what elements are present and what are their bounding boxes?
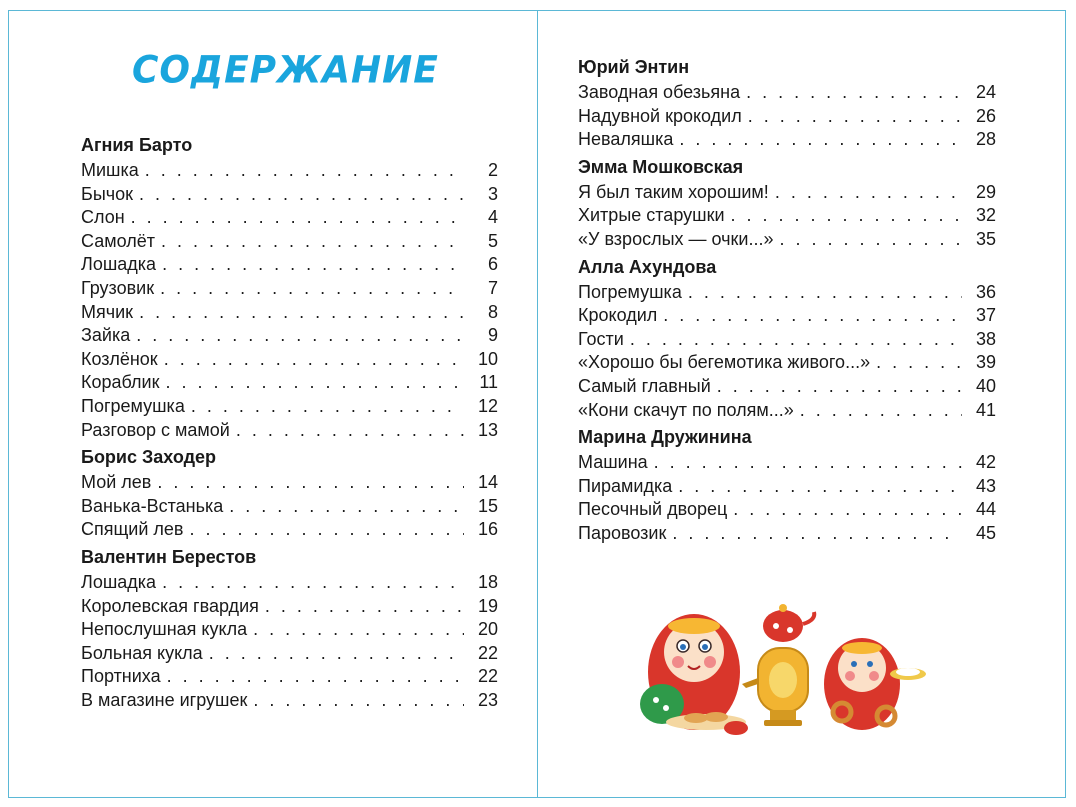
dot-leader bbox=[679, 128, 962, 152]
author-heading: Борис Заходер bbox=[81, 447, 217, 468]
entry-title: Зайка bbox=[81, 325, 131, 346]
author-heading: Валентин Берестов bbox=[81, 546, 257, 567]
dot-leader bbox=[145, 159, 464, 183]
dot-leader bbox=[733, 498, 962, 522]
toc-entry[interactable] bbox=[578, 304, 996, 328]
toc-entry[interactable] bbox=[81, 277, 498, 301]
dot-leader bbox=[253, 689, 464, 713]
dot-leader bbox=[162, 253, 464, 277]
toc-section bbox=[81, 133, 498, 442]
dot-leader bbox=[161, 230, 464, 254]
entry-page-number: 39 bbox=[975, 352, 996, 373]
toc-entry[interactable] bbox=[81, 419, 498, 443]
toc-left-column bbox=[81, 133, 498, 712]
dot-leader bbox=[746, 81, 962, 105]
toc-section bbox=[578, 255, 996, 423]
toc-section bbox=[81, 545, 498, 713]
entry-page-number: 22 bbox=[477, 642, 498, 663]
entry-title: Ванька-Встанька bbox=[81, 495, 224, 516]
entry-page-number: 5 bbox=[487, 230, 498, 251]
dot-leader bbox=[136, 324, 464, 348]
toc-entry[interactable] bbox=[81, 301, 498, 325]
author-heading: Агния Барто bbox=[81, 135, 193, 155]
entry-page-number: 15 bbox=[477, 495, 498, 516]
author-heading: Эмма Мошковская bbox=[578, 156, 744, 177]
entry-title: Песочный дворец bbox=[578, 499, 728, 520]
author-heading: Марина Дружинина bbox=[578, 427, 752, 448]
entry-title: Машина bbox=[578, 452, 648, 473]
entry-title: Мой лев bbox=[81, 472, 152, 493]
entry-page-number: 10 bbox=[477, 348, 498, 369]
entry-title: Бычок bbox=[81, 183, 134, 204]
dot-leader bbox=[265, 595, 464, 619]
entry-page-number: 16 bbox=[477, 519, 498, 540]
toc-entry[interactable] bbox=[81, 324, 498, 348]
entry-page-number: 45 bbox=[975, 522, 996, 543]
toc-entry[interactable] bbox=[578, 351, 996, 375]
dot-leader bbox=[236, 419, 464, 443]
entry-title: Заводная обезьяна bbox=[578, 82, 741, 102]
dot-leader bbox=[191, 395, 464, 419]
toc-section bbox=[578, 155, 996, 252]
entry-page-number: 3 bbox=[487, 183, 498, 204]
dot-leader bbox=[800, 399, 962, 423]
dot-leader bbox=[165, 371, 464, 395]
entry-title: Самый главный bbox=[578, 375, 711, 396]
entry-title: Погремушка bbox=[578, 281, 682, 302]
toc-right-column bbox=[578, 55, 996, 546]
entry-title: Гости bbox=[578, 328, 624, 349]
dot-leader bbox=[209, 642, 464, 666]
dot-leader bbox=[253, 618, 464, 642]
toc-entry[interactable] bbox=[578, 281, 996, 305]
toc-entry[interactable] bbox=[578, 498, 996, 522]
toc-entry[interactable] bbox=[81, 206, 498, 230]
dot-leader bbox=[162, 571, 464, 595]
entry-page-number: 14 bbox=[477, 472, 498, 493]
dot-leader bbox=[630, 328, 962, 352]
entry-page-number: 6 bbox=[487, 254, 498, 275]
entry-page-number: 36 bbox=[975, 281, 996, 302]
entry-title: Непослушная кукла bbox=[81, 619, 248, 640]
dot-leader bbox=[190, 518, 465, 542]
toc-entry[interactable] bbox=[81, 595, 498, 619]
entry-page-number: 29 bbox=[975, 181, 996, 202]
dot-leader bbox=[663, 304, 962, 328]
entry-title: Мишка bbox=[81, 160, 139, 180]
entry-page-number: 41 bbox=[975, 399, 996, 420]
entry-page-number: 19 bbox=[477, 595, 498, 616]
entry-title: Надувной крокодил bbox=[578, 105, 742, 126]
entry-page-number: 24 bbox=[975, 82, 996, 102]
entry-title: Хитрые старушки bbox=[578, 205, 725, 226]
entry-title: Паровозик bbox=[578, 522, 667, 543]
dot-leader bbox=[731, 204, 963, 228]
dot-leader bbox=[164, 348, 464, 372]
toc-entry[interactable] bbox=[81, 471, 498, 495]
toc-entry[interactable] bbox=[81, 159, 498, 183]
toc-section bbox=[81, 445, 498, 542]
entry-title: Самолёт bbox=[81, 230, 155, 251]
entry-title: Я был таким хорошим! bbox=[578, 181, 769, 202]
toc-entry[interactable] bbox=[81, 571, 498, 595]
entry-title: «Кони скачут по полям...» bbox=[578, 399, 794, 420]
author-heading: Юрий Энтин bbox=[578, 57, 690, 77]
toc-entry[interactable] bbox=[81, 253, 498, 277]
entry-title: Неваляшка bbox=[578, 129, 674, 150]
page-title: СОДЕРЖАНИЕ bbox=[132, 48, 439, 92]
toc-entry[interactable] bbox=[81, 495, 498, 519]
dot-leader bbox=[654, 451, 962, 475]
entry-title: Больная кукла bbox=[81, 642, 203, 663]
entry-page-number: 26 bbox=[975, 105, 996, 126]
toc-section bbox=[578, 425, 996, 545]
toc-entry[interactable] bbox=[578, 181, 996, 205]
dot-leader bbox=[229, 495, 464, 519]
entry-page-number: 43 bbox=[975, 475, 996, 496]
dot-leader bbox=[160, 277, 464, 301]
dot-leader bbox=[748, 105, 962, 129]
dot-leader bbox=[131, 206, 464, 230]
toc-entry[interactable] bbox=[81, 395, 498, 419]
entry-title: Грузовик bbox=[81, 277, 155, 298]
entry-page-number: 2 bbox=[487, 160, 498, 180]
entry-page-number: 42 bbox=[975, 452, 996, 473]
toc-entry[interactable] bbox=[578, 105, 996, 129]
toc-entry[interactable] bbox=[578, 81, 996, 105]
entry-page-number: 44 bbox=[975, 499, 996, 520]
entry-page-number: 32 bbox=[975, 205, 996, 226]
entry-title: Мячик bbox=[81, 301, 134, 322]
entry-page-number: 13 bbox=[477, 419, 498, 440]
toc-entry[interactable] bbox=[81, 665, 498, 689]
toc-entry[interactable] bbox=[81, 689, 498, 713]
entry-page-number: 7 bbox=[487, 277, 498, 298]
entry-page-number: 9 bbox=[487, 325, 498, 346]
entry-page-number: 37 bbox=[975, 305, 996, 326]
dot-leader bbox=[876, 351, 962, 375]
entry-title: В магазине игрушек bbox=[81, 689, 248, 710]
entry-page-number: 23 bbox=[477, 689, 498, 710]
entry-title: Лошадка bbox=[81, 254, 157, 275]
toc-entry[interactable] bbox=[81, 642, 498, 666]
entry-page-number: 12 bbox=[477, 395, 498, 416]
entry-title: Портниха bbox=[81, 666, 161, 687]
entry-page-number: 28 bbox=[975, 129, 996, 150]
toc-entry[interactable] bbox=[578, 328, 996, 352]
entry-page-number: 38 bbox=[975, 328, 996, 349]
toc-section bbox=[578, 55, 996, 152]
entry-page-number: 22 bbox=[477, 666, 498, 687]
matryoshka-tea-illustration bbox=[636, 592, 928, 742]
toc-entry[interactable] bbox=[578, 475, 996, 499]
entry-title: Лошадка bbox=[81, 571, 157, 592]
toc-entry[interactable] bbox=[578, 399, 996, 423]
entry-title: «Хорошо бы бегемотика живого...» bbox=[578, 352, 871, 373]
entry-title: Козлёнок bbox=[81, 348, 158, 369]
toc-entry[interactable] bbox=[81, 348, 498, 372]
dot-leader bbox=[167, 665, 464, 689]
entry-title: Кораблик bbox=[81, 372, 160, 393]
toc-entry[interactable] bbox=[81, 230, 498, 254]
entry-title: Разговор с мамой bbox=[81, 419, 230, 440]
entry-title: Королевская гвардия bbox=[81, 595, 259, 616]
entry-title: Крокодил bbox=[578, 305, 658, 326]
dot-leader bbox=[779, 228, 962, 252]
entry-title: Пирамидка bbox=[578, 475, 673, 496]
toc-entry[interactable] bbox=[578, 522, 996, 546]
entry-page-number: 18 bbox=[477, 571, 498, 592]
toc-entry[interactable] bbox=[578, 204, 996, 228]
toc-entry[interactable] bbox=[81, 518, 498, 542]
entry-page-number: 35 bbox=[975, 228, 996, 249]
entry-page-number: 4 bbox=[487, 207, 498, 228]
entry-page-number: 8 bbox=[487, 301, 498, 322]
dot-leader bbox=[139, 183, 464, 207]
entry-page-number: 20 bbox=[477, 619, 498, 640]
toc-entry[interactable] bbox=[578, 375, 996, 399]
entry-page-number: 11 bbox=[479, 372, 498, 393]
toc-entry[interactable] bbox=[578, 451, 996, 475]
entry-page-number: 40 bbox=[975, 375, 996, 396]
author-heading: Алла Ахундова bbox=[578, 256, 717, 277]
toc-entry[interactable] bbox=[81, 183, 498, 207]
toc-entry[interactable] bbox=[578, 228, 996, 252]
dot-leader bbox=[672, 522, 962, 546]
page-divider bbox=[537, 10, 538, 798]
toc-entry[interactable] bbox=[81, 618, 498, 642]
entry-title: Погремушка bbox=[81, 395, 185, 416]
dot-leader bbox=[775, 181, 962, 205]
dot-leader bbox=[157, 471, 464, 495]
toc-entry[interactable] bbox=[81, 371, 498, 395]
entry-title: Спящий лев bbox=[81, 519, 184, 540]
dot-leader bbox=[717, 375, 962, 399]
entry-title: «У взрослых — очки...» bbox=[578, 228, 774, 249]
dot-leader bbox=[139, 301, 464, 325]
dot-leader bbox=[678, 475, 962, 499]
toc-entry[interactable] bbox=[578, 128, 996, 152]
entry-title: Слон bbox=[81, 207, 125, 228]
dot-leader bbox=[688, 281, 962, 305]
